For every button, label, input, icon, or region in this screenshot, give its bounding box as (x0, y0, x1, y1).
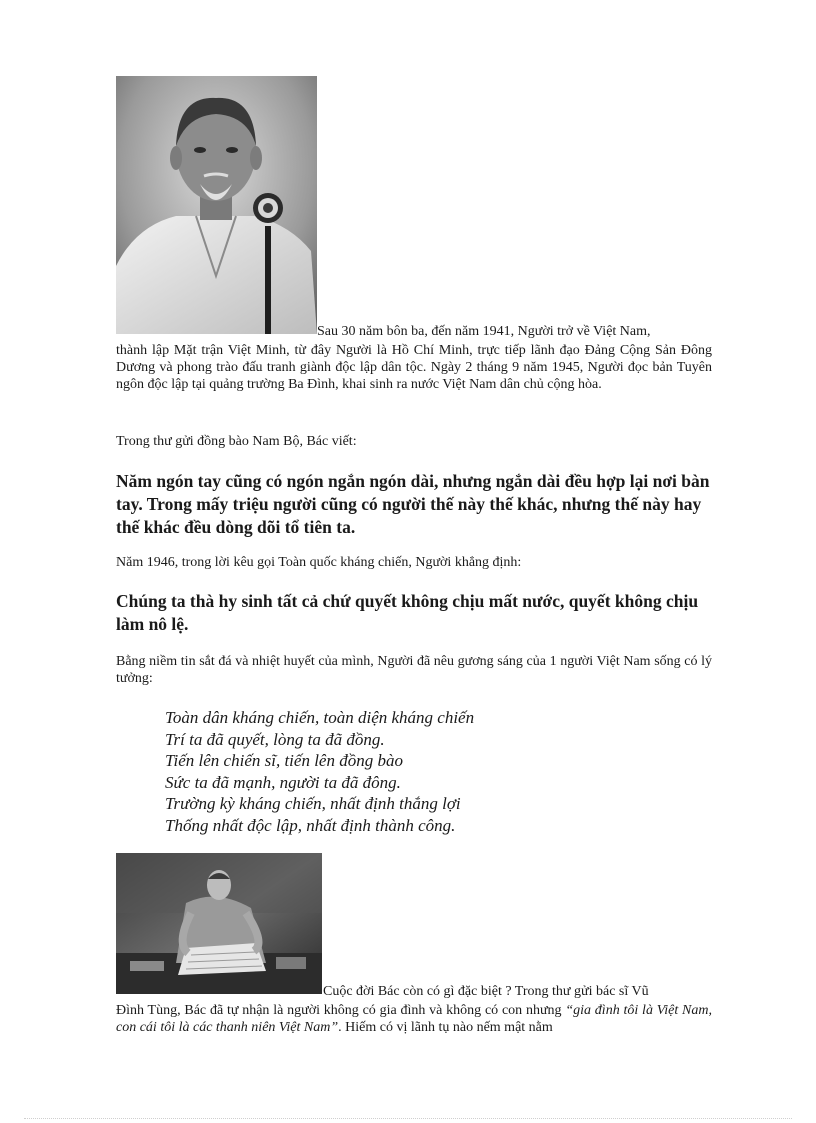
intro-resistance-call: Năm 1946, trong lời kêu gọi Toàn quốc kháng chiến, Người khẳng định: (116, 555, 522, 570)
portrait-photo (116, 76, 317, 334)
poem-line: Tiến lên chiến sĩ, tiến lên đồng bào (165, 751, 403, 770)
paragraph-2-first-line: Cuộc đời Bác còn có gì đặc biệt ? Trong thư gửi bác sĩ Vũ (323, 984, 649, 999)
paragraph-2-quote: “gia đình tôi là Việt Nam, con cái tôi là các thanh niên Việt Nam” (116, 1003, 712, 1035)
paragraph-2-text: Đình Tùng, Bác đã tự nhận là người không có gia đình và không có con nhưng (116, 1003, 566, 1018)
intro-letter-southern: Trong thư gửi đồng bào Nam Bộ, Bác viết: (116, 434, 357, 449)
paragraph-2 (116, 1002, 712, 1036)
quote-five-fingers: Năm ngón tay cũng có ngón ngắn ngón dài, nhưng ngắn dài đều hợp lại nơi bàn tay. Trong mấy triệu người cũng có người thế này thế khác, nhưng thế này hay thế khác đều dòng dõi tổ tiên ta. (116, 471, 710, 537)
poem (165, 707, 474, 836)
poem-line: Sức ta đã mạnh, người ta đã đông. (165, 772, 401, 792)
poem-line: Toàn dân kháng chiến, toàn diện kháng chiến (165, 708, 475, 727)
intro-ideal: Bằng niềm tin sắt đá và nhiệt huyết của mình, Người đã nêu gương sáng của 1 người Việt Nam sống có lý tưởng: (116, 654, 712, 686)
poem-line: Trí ta đã quyết, lòng ta đã đồng. (165, 729, 385, 749)
quote-sacrifice: Chúng ta thà hy sinh tất cả chứ quyết không chịu mất nước, quyết không chịu làm nô lệ. (116, 591, 699, 634)
poem-line: Thống nhất độc lập, nhất định thành công. (165, 815, 456, 835)
poem-line: Trường kỳ kháng chiến, nhất định thắng lợi (165, 794, 461, 813)
reading-photo (116, 853, 322, 994)
paragraph-1-first-line: Sau 30 năm bôn ba, đến năm 1941, Người trở về Việt Nam, (317, 324, 651, 339)
paragraph-2-text-end: . Hiếm có vị lãnh tụ nào nếm mật nằm (338, 1020, 553, 1035)
page-bottom-divider (24, 1118, 792, 1119)
paragraph-1: thành lập Mặt trận Việt Minh, từ đây Người là Hồ Chí Minh, trực tiếp lãnh đạo Đảng Cộng Sản Đông Dương và phong trào đấu tranh giành độc lập dân tộc. Ngày 2 tháng 9 năm 1945, Người đọc bản Tuyên ngôn độc lập tại quảng trường Ba Đình, khai sinh ra nước Việt Nam dân chủ cộng hòa. (116, 343, 712, 392)
